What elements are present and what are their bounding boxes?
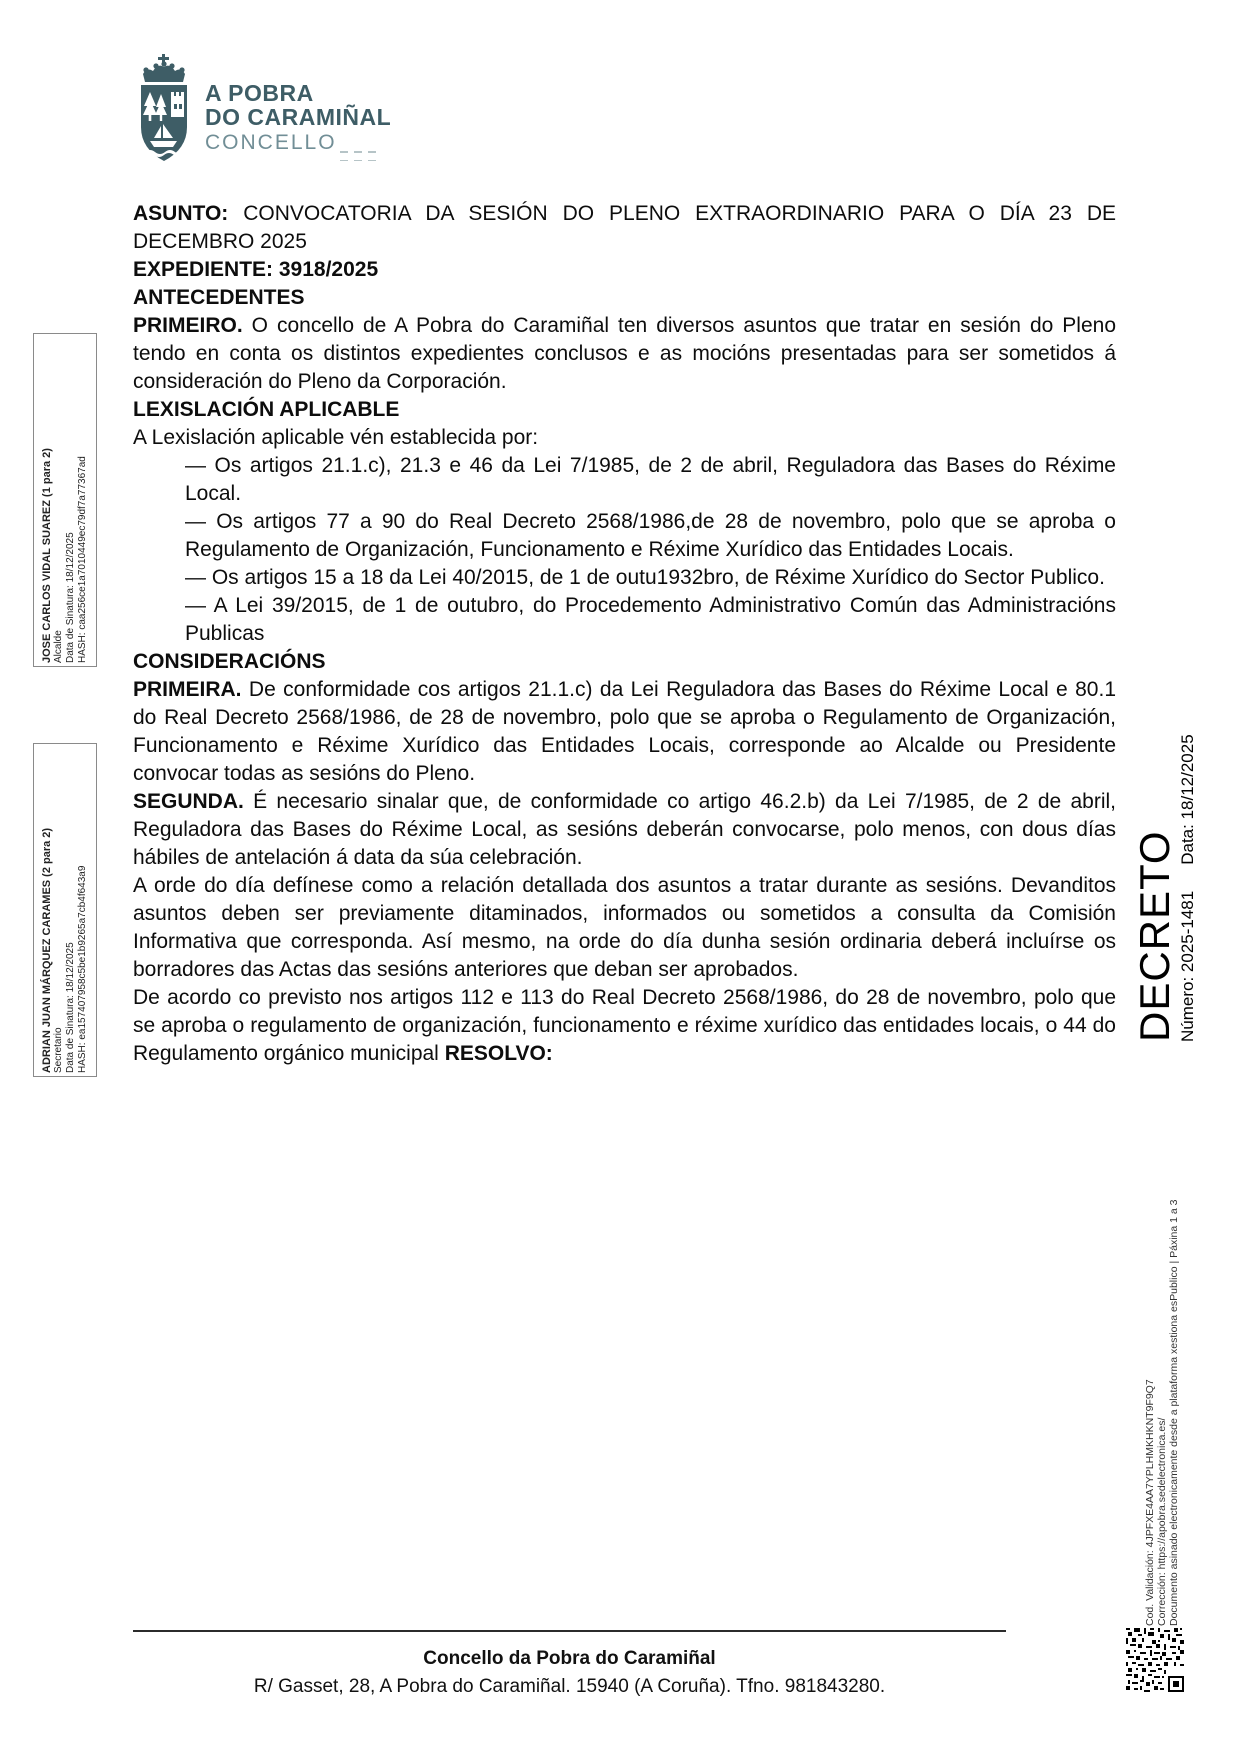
signer-role: Alcalde — [53, 630, 64, 663]
lexislacion-item: — Os artigos 15 a 18 da Lei 40/2015, de 1 de outu1932bro, de Réxime Xurídico do Sector Publico. — [185, 566, 1105, 589]
subject-line — [133, 200, 1116, 256]
primeiro-paragraph: PRIMEIRO. O concello de A Pobra do Caramiñal ten diversos asuntos que tratar en sesión do Pleno tendo en conta os distintos expedientes conclusos e as mocións presentadas para ser sometidos á consideración do Pleno da Corporación. — [133, 314, 1116, 393]
footer-divider — [133, 1630, 1006, 1632]
subject-label: ASUNTO: — [133, 202, 229, 225]
lexislacion-intro: A Lexislación aplicable vén establecida por: — [133, 426, 539, 449]
document-body — [133, 200, 1116, 1068]
signature-date: Data de Sinatura: 18/12/2025 — [65, 942, 76, 1073]
page-footer — [133, 1630, 1006, 1698]
consideracions-heading: CONSIDERACIÓNS — [133, 650, 326, 673]
acordo-paragraph: De acordo co previsto nos artigos 112 e 113 do Real Decreto 2568/1986, do 28 de novembro, polo que se aproba o regulamento de organización, funcionamento e réxime xurídico das entidades locais, o 44 do Regulamento orgánico municipal RESOLVO: — [133, 986, 1116, 1065]
footer-organization: Concello da Pobra do Caramiñal — [423, 1648, 716, 1669]
logo-subtitle: CONCELLO — [205, 130, 337, 154]
primeira-label: PRIMEIRA. — [133, 678, 242, 701]
lexislacion-item: — Os artigos 21.1.c), 21.3 e 46 da Lei 7/1985, de 2 de abril, Reguladora das Bases do Réxime Local. — [185, 454, 1116, 505]
small-stamp-marks — [340, 151, 376, 161]
lexislacion-item: — Os artigos 77 a 90 do Real Decreto 2568/1986,de 28 de novembro, polo que se aproba o Regulamento de Organización, Funcionamento e Réxime Xurídico das Entidades Locais. — [185, 510, 1116, 561]
decreto-date: Data: 18/12/2025 — [1178, 734, 1197, 865]
signature-block-alcalde — [33, 333, 97, 667]
orde-paragraph: A orde do día defínese como a relación detallada dos asuntos a tratar durante as sesións. Devanditos asuntos deben ser previamente ditaminados, informados ou sometidos a consulta da Comisión Informativa que corresponda. Así mesmo, na orde do día dunha sesión ordinaria deberá incluírse os borradores das Actas das sesións anteriores que deban ser aprobados. — [133, 874, 1116, 981]
validation-sidebar — [1138, 1078, 1186, 1626]
decreto-sidebar — [1118, 556, 1214, 1042]
lexislacion-heading: LEXISLACIÓN APLICABLE — [133, 398, 400, 421]
concello-logo — [133, 52, 391, 164]
signature-block-secretario — [33, 743, 97, 1077]
decreto-meta — [1177, 556, 1199, 1042]
decreto-title: DECRETO — [1131, 830, 1178, 1042]
decreto-number: Número: 2025-1481 — [1178, 890, 1197, 1042]
validation-url: Corrección: https://apobra.sedelectronica.es/ — [1156, 1417, 1168, 1626]
antecedentes-heading: ANTECEDENTES — [133, 286, 305, 309]
signer-name: ADRIAN JUAN MÁRQUEZ CARAMES (2 para 2) — [41, 827, 53, 1073]
signature-hash: HASH: caa256ce1a7010449ec79df7a77367ad — [77, 456, 88, 663]
logo-name-line2: DO CARAMIÑAL — [205, 103, 392, 130]
signer-name: JOSE CARLOS VIDAL SUAREZ (1 para 2) — [41, 448, 53, 663]
segunda-paragraph: SEGUNDA. É necesario sinalar que, de conformidade co artigo 46.2.b) da Lei 7/1985, de 2 de abril, Reguladora das Bases do Réxime Local, as sesións deberán convocarse, polo menos, con dous días hábiles de antelación á data da súa celebración. — [133, 790, 1116, 869]
primeira-paragraph: PRIMEIRA. De conformidade cos artigos 21.1.c) da Lei Reguladora das Bases do Réxime Local e 80.1 do Real Decreto 2568/1986, de 28 de novembro, polo que se aproba o Regulamento de Organización, Funcionamento e Réxime Xurídico das Entidades Locais, corresponde ao Alcalde ou Presidente convocar todas as sesións do Pleno. — [133, 678, 1116, 785]
footer-address: R/ Gasset, 28, A Pobra do Caramiñal. 15940 (A Coruña). Tfno. 981843280. — [253, 1676, 886, 1697]
segunda-label: SEGUNDA. — [133, 790, 244, 813]
logo-name-line1: A POBRA — [205, 80, 314, 106]
primeiro-label: PRIMEIRO. — [133, 314, 243, 337]
signature-hash: HASH: ea157407958c5be1b9265a7cb4f643a9 — [77, 865, 88, 1073]
validation-note: Documento asinado electronicamente desde a plataforma xestiona esPublico | Páxina 1 a 3 — [1168, 1199, 1180, 1626]
signature-date: Data de Sinatura: 18/12/2025 — [65, 532, 76, 663]
subject-text: CONVOCATORIA DA SESIÓN DO PLENO EXTRAORDINARIO PARA O DÍA 23 DE DECEMBRO 2025 — [133, 202, 1116, 253]
expediente-line: EXPEDIENTE: 3918/2025 — [133, 258, 379, 281]
coat-of-arms-icon — [133, 52, 195, 164]
resolvo-label: RESOLVO: — [444, 1042, 553, 1065]
qr-code — [1126, 1628, 1186, 1694]
lexislacion-item: — A Lei 39/2015, de 1 de outubro, do Procedemento Administrativo Común das Administracións Publicas — [185, 594, 1116, 645]
signer-role: Secretario — [53, 1027, 64, 1073]
validation-code: Cod. Validación: 4JPFXE4AA7YPLHMKHKNT9F9Q7 — [1144, 1379, 1156, 1626]
logo-wordmark — [205, 52, 391, 154]
